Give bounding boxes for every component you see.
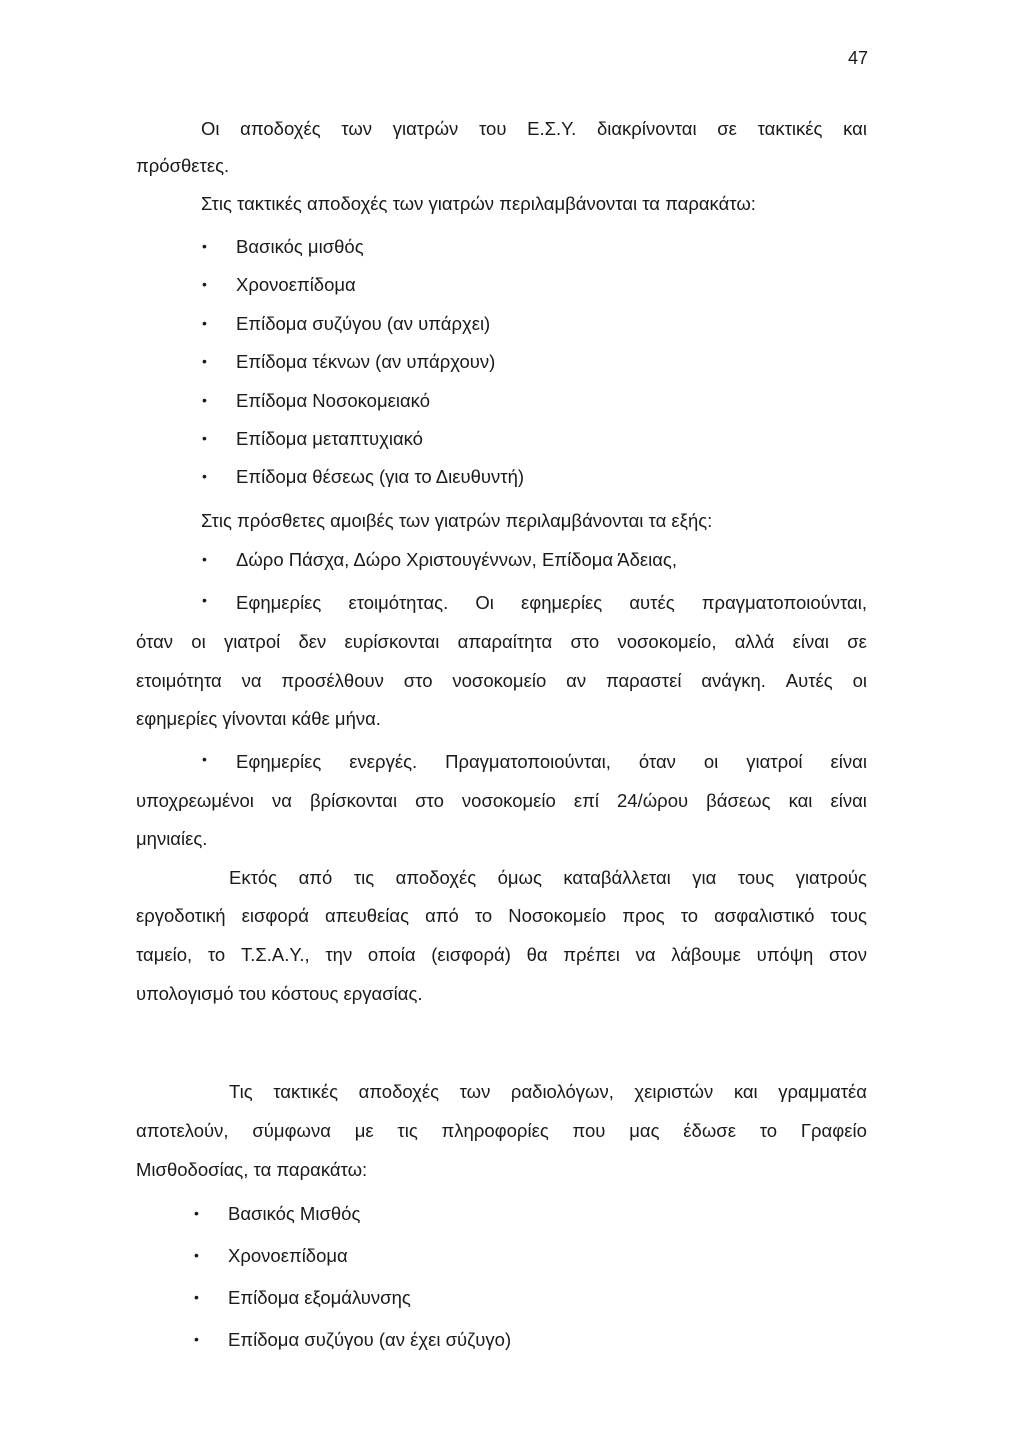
list-item-text: Επίδομα Νοσοκομειακό — [236, 390, 430, 411]
paragraph-1-line-1 — [201, 118, 867, 140]
word: 24/ώρου — [617, 790, 689, 811]
list-item — [194, 1287, 411, 1309]
word: τους — [737, 867, 775, 888]
bullet-icon: • — [202, 551, 207, 567]
list-item — [202, 390, 430, 412]
list-item-text: Χρονοεπίδομα — [228, 1245, 348, 1266]
list-item-text: Βασικός Μισθός — [228, 1203, 361, 1224]
word: Εφημερίες — [236, 751, 322, 772]
word: δεν — [298, 631, 327, 652]
bullet-icon: • — [202, 430, 207, 446]
active-line-2 — [136, 790, 867, 812]
word: σε — [717, 118, 737, 139]
word: βάσεως — [706, 790, 771, 811]
word: Τ.Σ.Α.Υ., — [240, 944, 310, 965]
word: χειριστών — [634, 1081, 714, 1102]
word: νοσοκομείο — [452, 670, 547, 691]
paragraph-4-line-1 — [229, 867, 867, 889]
word: είναι — [792, 631, 830, 652]
paragraph-5-line-2 — [136, 1120, 867, 1142]
word: καταβάλλεται — [563, 867, 671, 888]
active-line-3: μηνιαίες. — [136, 828, 208, 849]
word: διακρίνονται — [596, 118, 697, 139]
readiness-line-3 — [136, 670, 867, 692]
word: (εισφορά) — [431, 944, 511, 965]
bullet-icon: • — [202, 751, 207, 767]
word: αποδοχές — [358, 1081, 440, 1102]
word: Οι — [201, 118, 220, 139]
word: Οι — [475, 592, 494, 613]
word: οι — [852, 670, 867, 691]
paragraph-1-line-2: πρόσθετες. — [136, 155, 230, 176]
word: Εκτός — [229, 867, 278, 888]
word: αποδοχές — [395, 867, 477, 888]
list-item — [202, 351, 495, 373]
word: ασφαλιστικό — [714, 905, 815, 926]
list-item — [202, 466, 524, 488]
word: υποχρεωμένοι — [136, 790, 254, 811]
word: υπόψη — [756, 944, 814, 965]
bullet-icon: • — [202, 392, 207, 408]
bullet-icon: • — [194, 1205, 199, 1221]
word: στο — [570, 631, 600, 652]
word: Νοσοκομείο — [508, 905, 607, 926]
readiness-line-2 — [136, 631, 867, 653]
list-item — [202, 549, 677, 571]
word: εργοδοτική — [136, 905, 226, 926]
paragraph-5-line-1 — [229, 1081, 867, 1103]
word: είναι — [830, 790, 867, 811]
word: την — [325, 944, 353, 965]
list-item-text: Επίδομα συζύγου (αν υπάρχει) — [236, 313, 491, 334]
word: βρίσκονται — [309, 790, 398, 811]
word: πληροφορίες — [441, 1120, 549, 1141]
word: γραμματέα — [778, 1081, 867, 1102]
word: με — [354, 1120, 374, 1141]
word: τακτικές — [757, 118, 823, 139]
word: Αυτές — [785, 670, 833, 691]
word: για — [692, 867, 717, 888]
word: ευρίσκονται — [344, 631, 440, 652]
word: στον — [828, 944, 867, 965]
word: γιατροί — [746, 751, 803, 772]
word: των — [341, 118, 373, 139]
word: όταν — [136, 631, 174, 652]
list-item-text: Επίδομα τέκνων (αν υπάρχουν) — [236, 351, 496, 372]
list-item — [194, 1329, 511, 1351]
bullet-icon: • — [202, 315, 207, 331]
word: ανάγκη. — [701, 670, 766, 691]
readiness-line-1 — [236, 592, 867, 614]
word: επί — [573, 790, 599, 811]
word: Τις — [229, 1081, 253, 1102]
word: αποτελούν, — [136, 1120, 229, 1141]
word: έδωσε — [683, 1120, 736, 1141]
paragraph-4-line-2 — [136, 905, 867, 927]
list-item — [202, 236, 364, 258]
bullet-icon: • — [202, 238, 207, 254]
word: το — [474, 905, 493, 926]
list-item-text: Επίδομα εξομάλυνσης — [228, 1287, 411, 1308]
additional-pay-intro: Στις πρόσθετες αμοιβές των γιατρών περιλαμβάνονται τα εξής: — [201, 510, 713, 531]
word: οι — [703, 751, 719, 772]
word: στο — [403, 670, 433, 691]
word: Εφημερίες — [236, 592, 322, 613]
word: Πραγματοποιούνται, — [445, 751, 611, 772]
list-item-text: Βασικός μισθός — [236, 236, 364, 257]
word: και — [788, 790, 813, 811]
list-item — [202, 428, 423, 450]
word: ραδιολόγων, — [510, 1081, 614, 1102]
list-item — [194, 1203, 360, 1225]
active-line-1 — [236, 751, 867, 773]
word: οποία — [367, 944, 416, 965]
word: ετοιμότητας. — [348, 592, 449, 613]
word: εισφορά — [241, 905, 309, 926]
word: τις — [397, 1120, 418, 1141]
bullet-icon: • — [202, 468, 207, 484]
active-shifts-item — [202, 751, 867, 773]
word: να — [271, 790, 292, 811]
word: τακτικές — [273, 1081, 339, 1102]
list-item — [194, 1245, 348, 1267]
word: από — [425, 905, 459, 926]
bullet-icon: • — [202, 353, 207, 369]
word: που — [572, 1120, 606, 1141]
list-item — [202, 274, 356, 296]
word: γιατρών — [392, 118, 459, 139]
word: μας — [629, 1120, 660, 1141]
bullet-icon: • — [194, 1331, 199, 1347]
word: να — [635, 944, 656, 965]
word: ενεργές. — [349, 751, 418, 772]
word: το — [207, 944, 226, 965]
word: γιατροί — [223, 631, 281, 652]
word: το — [759, 1120, 778, 1141]
word: όμως — [497, 867, 542, 888]
readiness-shifts-item — [202, 592, 867, 614]
word: και — [843, 118, 867, 139]
page-number: 47 — [847, 48, 868, 68]
regular-pay-intro: Στις τακτικές αποδοχές των γιατρών περιλαμβάνονται τα παρακάτω: — [201, 193, 756, 214]
word: ετοιμότητα — [136, 670, 222, 691]
word: απαραίτητα — [457, 631, 553, 652]
word: σύμφωνα — [252, 1120, 331, 1141]
list-item-text: Χρονοεπίδομα — [236, 274, 356, 295]
list-item-text: Δώρο Πάσχα, Δώρο Χριστουγέννων, Επίδομα Άδειας, — [236, 549, 677, 570]
list-item-text: Επίδομα μεταπτυχιακό — [236, 428, 423, 449]
bullet-icon: • — [202, 276, 207, 292]
list-item-text: Επίδομα θέσεως (για το Διευθυντή) — [236, 466, 525, 487]
word: Γραφείο — [800, 1120, 867, 1141]
word: από — [298, 867, 333, 888]
word: προς — [622, 905, 665, 926]
word: εφημερίες — [520, 592, 603, 613]
word: νοσοκομείο, — [617, 631, 717, 652]
paragraph-4-line-4: υπολογισμό του κόστους εργασίας. — [136, 983, 423, 1004]
word: των — [459, 1081, 491, 1102]
bullet-icon: • — [202, 592, 207, 608]
word: λάβουμε — [671, 944, 741, 965]
word: πραγματοποιούνται, — [701, 592, 867, 613]
word: αλλά — [734, 631, 775, 652]
word: οι — [191, 631, 206, 652]
word: αυτές — [629, 592, 675, 613]
paragraph-4-line-3 — [136, 944, 867, 966]
word: γιατρούς — [795, 867, 867, 888]
bullet-icon: • — [194, 1247, 199, 1263]
word: προσέλθουν — [281, 670, 384, 691]
word: νοσοκομείο — [461, 790, 556, 811]
word: Ε.Σ.Υ. — [527, 118, 577, 139]
word: τις — [353, 867, 375, 888]
word: όταν — [638, 751, 676, 772]
list-item — [202, 313, 490, 335]
word: να — [241, 670, 262, 691]
word: σε — [847, 631, 867, 652]
word: και — [733, 1081, 758, 1102]
word: ταμείο, — [136, 944, 193, 965]
bullet-icon: • — [194, 1289, 199, 1305]
word: παραστεί — [605, 670, 682, 691]
word: απευθείας — [324, 905, 410, 926]
word: τους — [830, 905, 867, 926]
list-item-text: Επίδομα συζύγου (αν έχει σύζυγο) — [228, 1329, 512, 1350]
word: στο — [415, 790, 444, 811]
word: το — [680, 905, 699, 926]
paragraph-5-line-3: Μισθοδοσίας, τα παρακάτω: — [136, 1159, 368, 1180]
word: είναι — [830, 751, 867, 772]
word: πρέπει — [563, 944, 620, 965]
readiness-line-4: εφημερίες γίνονται κάθε μήνα. — [136, 708, 381, 729]
word: αν — [566, 670, 587, 691]
word: αποδοχές — [240, 118, 321, 139]
word: θα — [526, 944, 548, 965]
word: του — [478, 118, 507, 139]
